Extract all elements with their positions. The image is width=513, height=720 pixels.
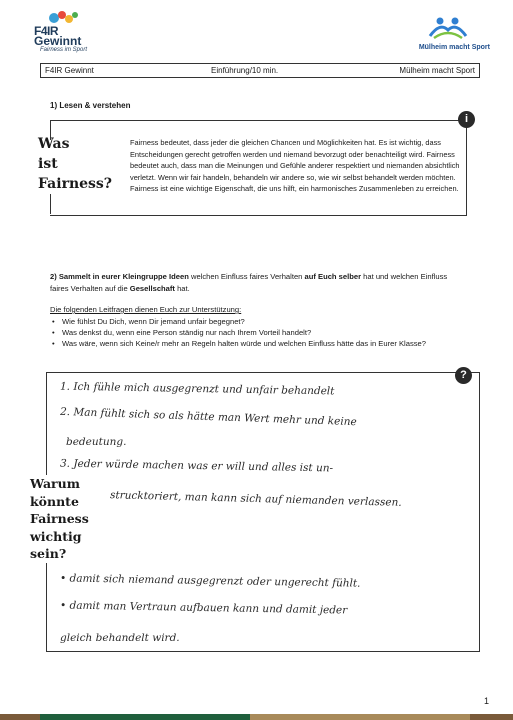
header-left: F4IR Gewinnt — [45, 66, 94, 75]
header-right: Mülheim macht Sport — [399, 66, 475, 75]
footer-bar — [40, 714, 250, 720]
fairness-definition-text: Fairness bedeutet, dass jeder die gleichen Chancen und Möglichkeiten hat. Es ist wichtig, dass Entscheidungen gerecht getroffen werden und niemand bevorzugt oder benachteiligt wird. Fairness bedeutet auch, dass man die Meinungen und Gefühle anderer respektiert und niemanden absichtlich verletzt. Wenn wir fair handeln, behandeln wir andere so, wie wir selbst behandelt werden möchten. Fairness ist eine wichtige Eigenschaft, die uns hilft, ein harmonisches Zusammenleben zu erreichen. — [130, 138, 460, 194]
label-line: Fairness — [30, 511, 89, 526]
handwritten-answer: • damit sich niemand ausgegrenzt oder ungerecht fühlt. — [59, 572, 361, 590]
section2-question — [50, 271, 460, 294]
f4ir-gewinnt-logo — [34, 10, 96, 54]
handwritten-answer: 3. Jeder würde machen was er will und alles ist un- — [59, 457, 334, 475]
logo-line1: F4IR — [34, 24, 59, 38]
handwritten-answer: 2. Man fühlt sich so als hätte man Wert mehr und keine — [59, 405, 357, 429]
question-icon: ? — [455, 367, 472, 384]
footer-bar — [250, 714, 470, 720]
muelheim-logo — [398, 14, 490, 56]
list-item: • Wie fühlst Du Dich, wenn Dir jemand unfair begegnet? — [50, 316, 450, 327]
people-icon — [428, 16, 468, 40]
list-item: • Was wäre, wenn sich Keine/r mehr an Regeln halten würde und welchen Einfluss hätte das in Eurer Klasse? — [50, 338, 450, 349]
label-line: Was — [38, 136, 70, 152]
label-line: Warum — [30, 476, 80, 491]
logo-name: Mülheim macht Sport — [418, 44, 490, 51]
q-part: hat. — [174, 283, 190, 293]
info-icon: i — [458, 111, 475, 128]
handwritten-answer: bedeutung. — [66, 436, 127, 448]
label-line: könnte — [30, 493, 79, 509]
header-center: Einführung/10 min. — [211, 66, 279, 75]
handwritten-answer: gleich behandelt wird. — [60, 632, 180, 644]
handwritten-answer: • damit man Vertraun aufbauen kann und damit jeder — [59, 599, 348, 617]
label-line: ist — [38, 156, 58, 172]
label-line: Fairness? — [38, 176, 112, 192]
page-number: 1 — [484, 696, 490, 706]
label-line: wichtig — [30, 528, 82, 544]
list-item: • Was denkst du, wenn eine Person ständig nur nach Ihrem Vorteil handelt? — [50, 327, 450, 338]
handwritten-answer: 1. Ich fühle mich ausgegrenzt und unfair behandelt — [59, 380, 335, 398]
header-bar — [40, 63, 480, 78]
q-part: hat und welchen Einfluss faires Verhalten auf die — [50, 272, 448, 293]
what-is-fairness-label — [38, 134, 112, 194]
why-fairness-label — [28, 475, 91, 563]
handwritten-answer: strucktoriert, man kann sich auf niemanden verlassen. — [109, 489, 402, 509]
logo-line2: Gewinnt — [34, 34, 82, 48]
q-part: 2) Sammelt in eurer Kleingruppe Ideen — [50, 272, 189, 281]
q-part: Gesellschaft — [129, 283, 175, 293]
logo-tagline: Fairness im Sport — [40, 47, 88, 53]
box-border — [50, 194, 51, 214]
section1-heading: 1) Lesen & verstehen — [50, 101, 131, 110]
q-part: welchen Einfluss faires Verhalten — [188, 272, 305, 281]
label-line: sein? — [30, 546, 67, 561]
q-part: auf Euch selber — [304, 272, 362, 281]
guide-title: Die folgenden Leitfragen dienen Euch zur Unterstützung: — [50, 305, 242, 314]
guide-questions — [50, 316, 450, 349]
